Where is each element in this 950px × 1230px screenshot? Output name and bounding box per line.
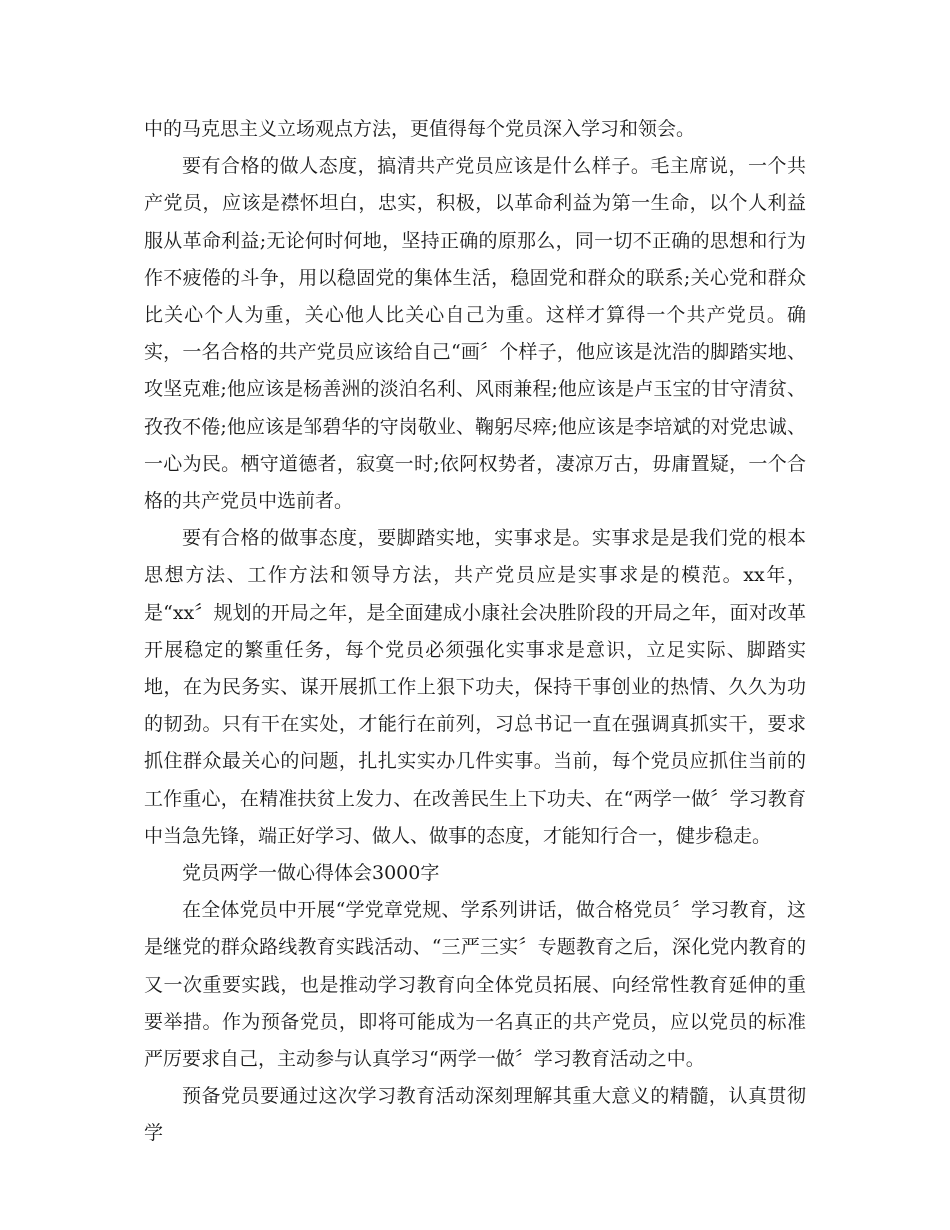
paragraph-study-education: 在全体党员中开展“学党章党规、学系列讲话，做合格党员〞学习教育，这是继党的群众路线教育实践活动、“三严三实〞专题教育之后，深化党内教育的又一次重要实践，也是推动学习教育向全体党员拓展、向经常性教育延伸的重要举措。作为预备党员，即将可能成为一名真正的共产党员，应以党员的标准严厉要求自己，主动参与认真学习“两学一做〞学习教育活动之中。: [144, 899, 806, 1071]
paragraph-work-attitude: 要有合格的做事态度，要脚踏实地，实事求是。实事求是是我们党的根本思想方法、工作方法和领导方法，共产党员应是实事求是的模范。xx年，是“xx〞规划的开局之年，是全面建成小康社会决胜阶段的开局之年，面对改革开展稳定的繁重任务，每个党员必须强化实事求是意识，立足实际、脚踏实地，在为民务实、谋开展抓工作上狠下功夫，保持干事创业的热情、久久为功的韧劲。只有干在实处，才能行在前列，习总书记一直在强调真抓实干，要求抓住群众最关心的问题，扎扎实实办几件实事。当前，每个党员应抓住当前的工作重心，在精准扶贫上发力、在改善民生上下功夫、在“两学一做〞学习教育中当急先锋，端正好学习、做人、做事的态度，才能知行合一，健步稳走。: [144, 527, 806, 847]
paragraph-conduct-attitude: 要有合格的做人态度，搞清共产党员应该是什么样子。毛主席说，一个共产党员，应该是襟怀坦白，忠实，积极，以革命利益为第一生命，以个人利益服从革命利益;无论何时何地，坚持正确的原那么，同一切不正确的思想和行为作不疲倦的斗争，用以稳固党的集体生活，稳固党和群众的联系;关心党和群众比关心个人为重，关心他人比关心自己为重。这样才算得一个共产党员。确实，一名合格的共产党员应该给自己“画〞个样子，他应该是沈浩的脚踏实地、攻坚克难;他应该是杨善洲的淡泊名利、风雨兼程;他应该是卢玉宝的甘守清贫、孜孜不倦;他应该是邹碧华的守岗敬业、鞠躬尽瘁;他应该是李培斌的对党忠诚、一心为民。栖守道德者，寂寞一时;依阿权势者，凄凉万古，毋庸置疑，一个合格的共产党员中选前者。: [144, 155, 806, 513]
document-body: [144, 111, 806, 1153]
paragraph-probationary-member: 预备党员要通过这次学习教育活动深刻理解其重大意义的精髓，认真贯彻学: [144, 1085, 806, 1145]
paragraph-continuation: 中的马克思主义立场观点方法，更值得每个党员深入学习和领会。: [144, 118, 696, 140]
section-title: 党员两学一做心得体会3000字: [182, 862, 440, 885]
